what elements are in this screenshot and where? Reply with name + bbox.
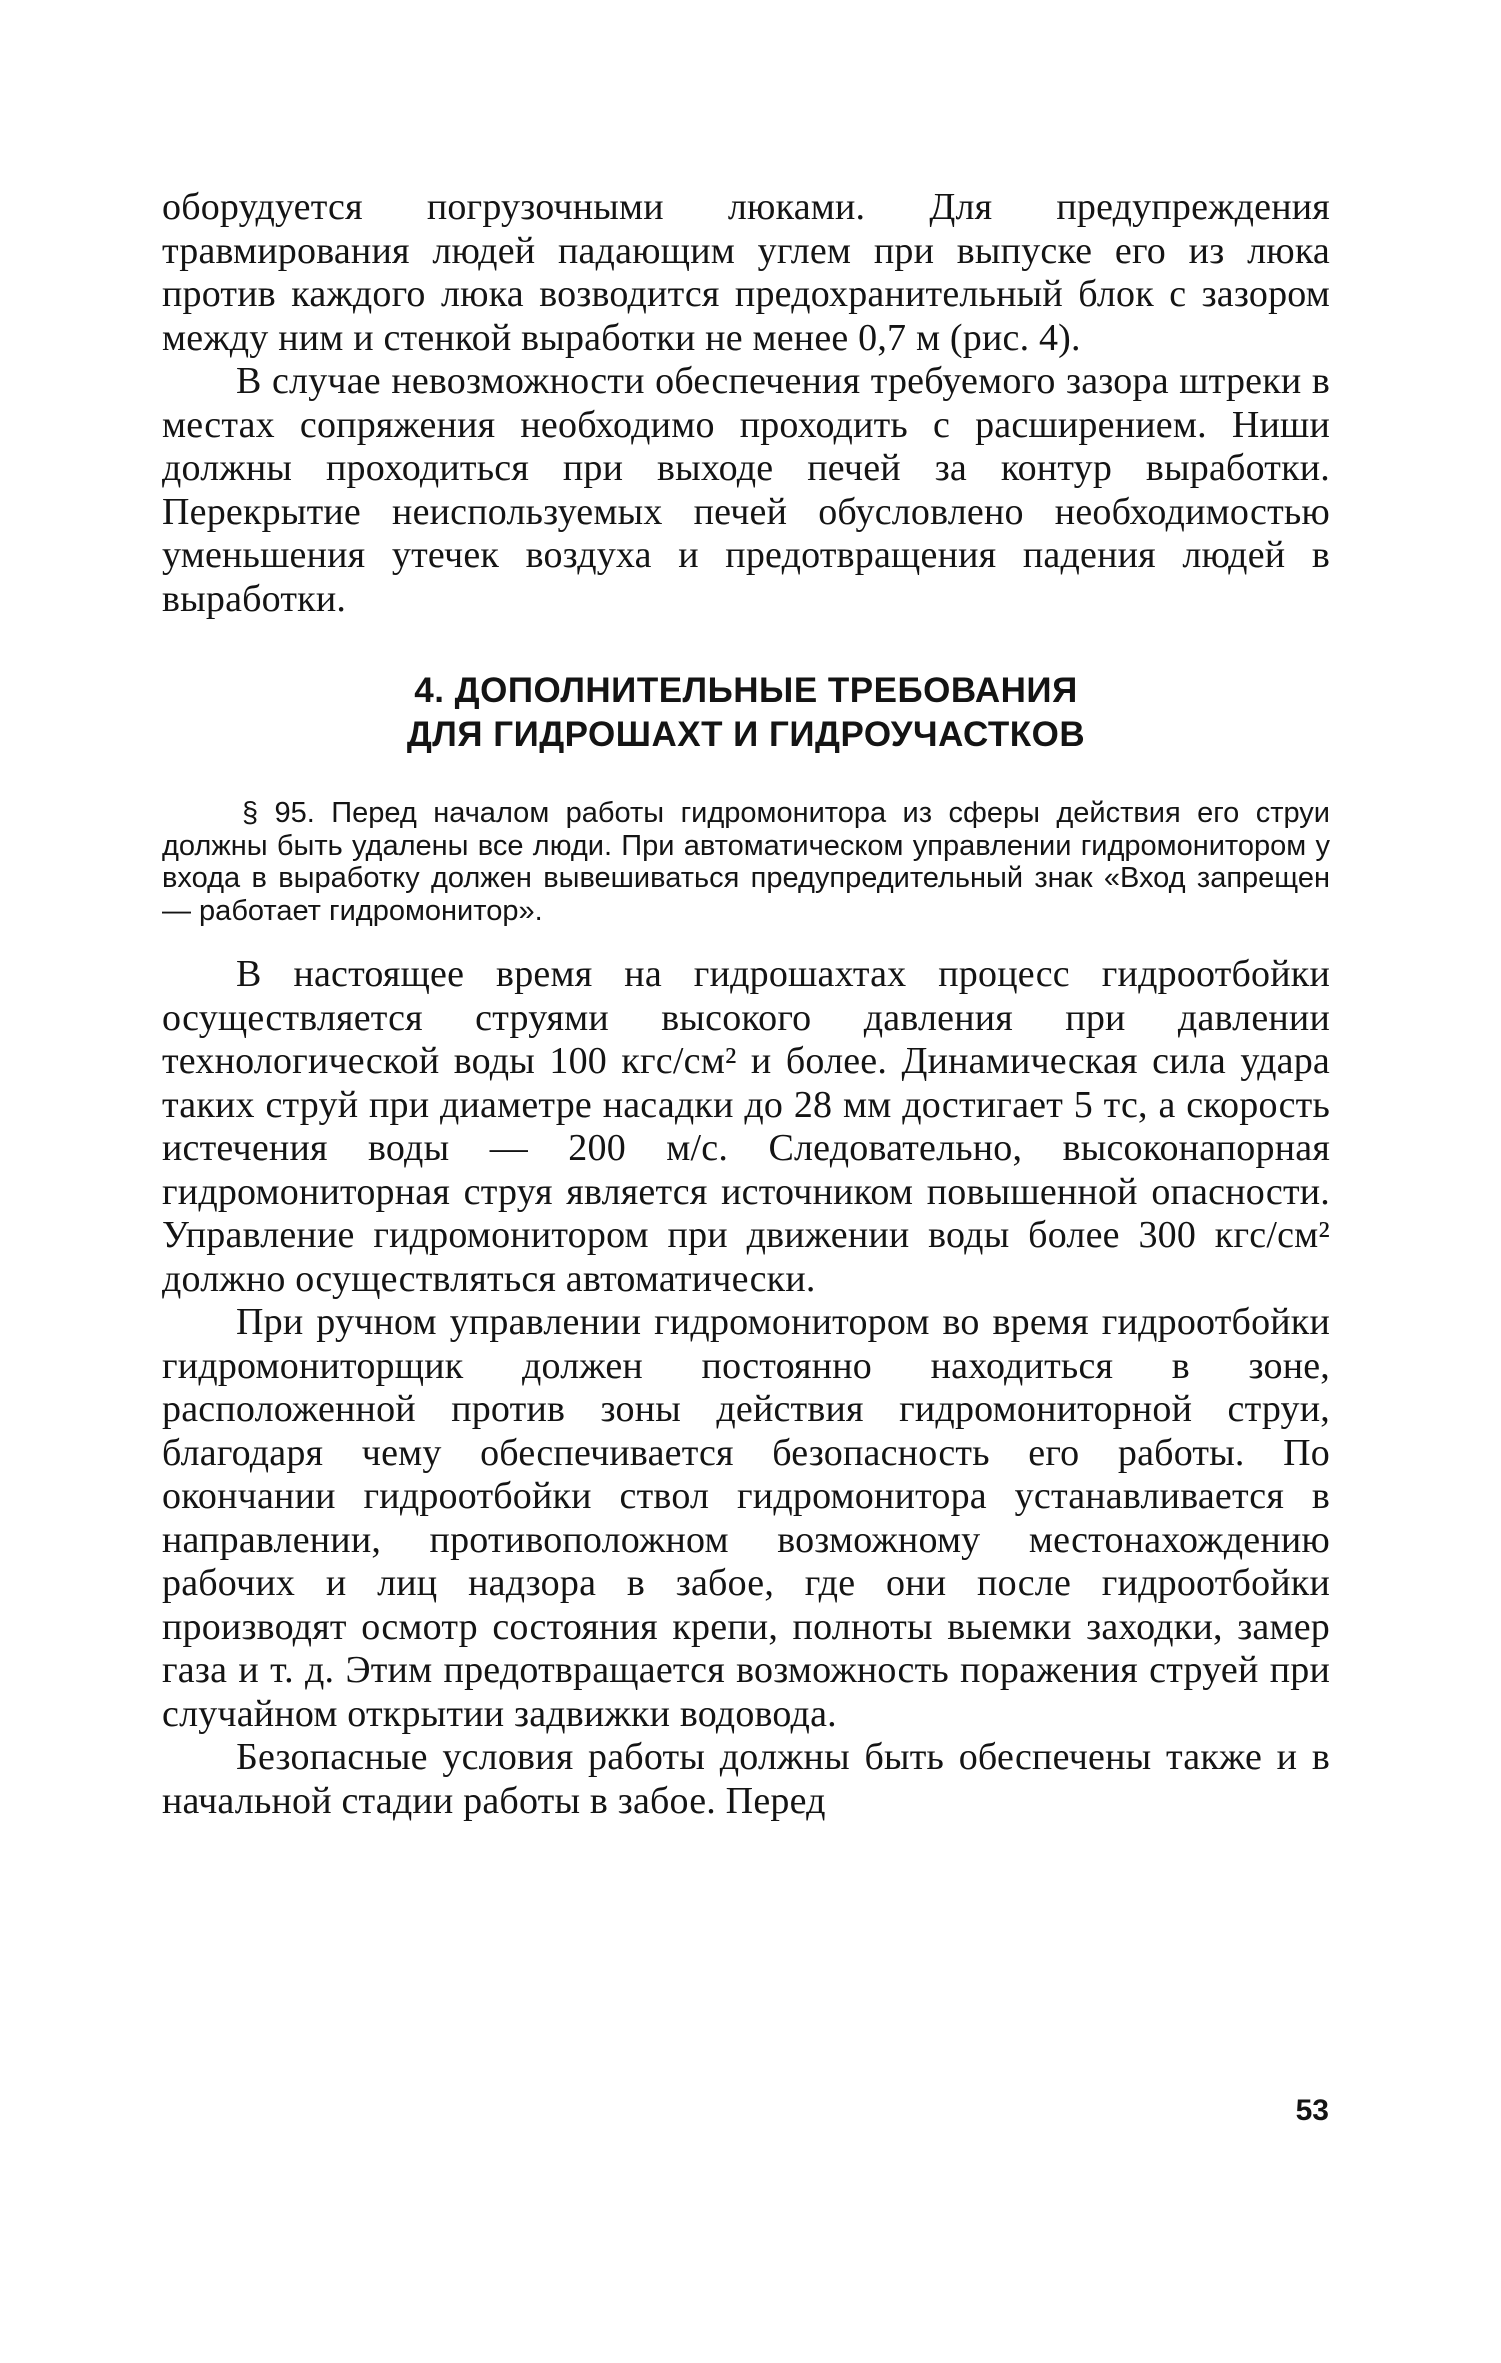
section-heading (162, 669, 1330, 757)
section-heading-line-2: ДЛЯ ГИДРОШАХТ И ГИДРОУЧАСТКОВ (406, 715, 1086, 754)
rule-paragraph-95: § 95. Перед началом работы гидромонитора из сферы действия его струи должны быть удалены все люди. При автоматическом управлении гидромонитором у входа в выработку должен вывешиваться предупредительный знак «Вход запрещен — работает гидромонитор». (162, 797, 1330, 927)
paragraph-safe-conditions: Безопасные условия работы должны быть обеспечены также и в начальной стадии работы в забое. Перед (162, 1736, 1330, 1822)
spacer (162, 927, 1330, 953)
paragraph-gap-requirements: В случае невозможности обеспечения требуемого зазора штреки в местах сопряжения необходимо проходить с расширением. Ниши должны проходиться при выходе печей за контур выработки. Перекрытие неиспользуемых печей обусловлено необходимостью уменьшения утечек воздуха и предотвращения падения людей в выработки. (162, 360, 1330, 620)
text-column (162, 186, 1330, 1823)
paragraph-hydromonitor-pressure: В настоящее время на гидрошахтах процесс гидроотбойки осуществляется струями высокого давления при давлении технологической воды 100 кгс/см² и более. Динамическая сила удара таких струй при диаметре насадки до 28 мм достигает 5 тс, а скорость истечения воды — 200 м/с. Следовательно, высоконапорная гидромониторная струя является источником повышенной опасности. Управление гидромонитором при движении воды более 300 кгс/см² должно осуществляться автоматически. (162, 953, 1330, 1300)
paragraph-manual-control: При ручном управлении гидромонитором во время гидроотбойки гидромониторщик должен постоянно находиться в зоне, расположенной против зоны действия гидромониторной струи, благодаря чему обеспечивается безопасность его работы. По окончании гидроотбойки ствол гидромонитора устанавливается в направлении, противоположном возможному местонахождению рабочих и лиц надзора в забое, где они после гидроотбойки производят осмотр состояния крепи, полноты выемки заходки, замер газа и т. д. Этим предотвращается возможность поражения струей при случайном открытии задвижки водовода. (162, 1301, 1330, 1735)
paragraph-continued: оборудуется погрузочными люками. Для предупреждения травмирования людей падающим углем при выпуске его из люка против каждого люка возводится предохранительный блок с зазором между ним и стенкой выработки не менее 0,7 м (рис. 4). (162, 186, 1330, 359)
page-number: 53 (1295, 2094, 1329, 2127)
section-heading-line-1: 4. ДОПОЛНИТЕЛЬНЫЕ ТРЕБОВАНИЯ (414, 671, 1078, 710)
